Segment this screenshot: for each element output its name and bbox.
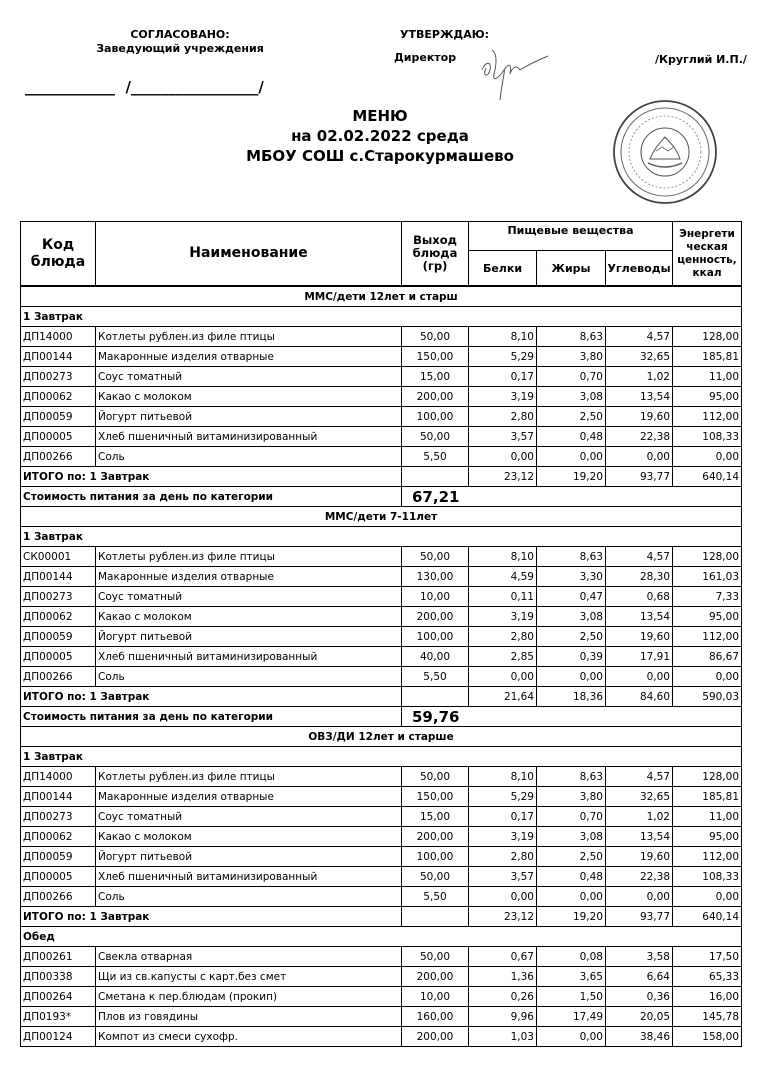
energy-value: 16,00 bbox=[673, 987, 742, 1007]
protein-value: 2,85 bbox=[469, 647, 537, 667]
energy-value: 95,00 bbox=[673, 607, 742, 627]
protein-value: 0,67 bbox=[469, 947, 537, 967]
protein-value: 3,19 bbox=[469, 607, 537, 627]
dish-name: Свекла отварная bbox=[96, 947, 402, 967]
menu-date: на 02.02.2022 среда bbox=[291, 127, 469, 145]
dish-name: Хлеб пшеничный витаминизированный bbox=[96, 647, 402, 667]
energy-value: 65,33 bbox=[673, 967, 742, 987]
dish-yield: 10,00 bbox=[402, 987, 469, 1007]
total-protein: 21,64 bbox=[469, 687, 537, 707]
total-fat: 18,36 bbox=[537, 687, 606, 707]
dish-name: Плов из говядины bbox=[96, 1007, 402, 1027]
fat-value: 0,08 bbox=[537, 947, 606, 967]
energy-value: 112,00 bbox=[673, 847, 742, 867]
table-row bbox=[21, 587, 742, 607]
dish-name: Сметана к пер.блюдам (прокип) bbox=[96, 987, 402, 1007]
dish-name: Какао с молоком bbox=[96, 827, 402, 847]
fat-value: 0,48 bbox=[537, 427, 606, 447]
total-label: ИТОГО по: 1 Завтрак bbox=[21, 687, 402, 707]
protein-value: 0,17 bbox=[469, 367, 537, 387]
carbs-value: 17,91 bbox=[606, 647, 673, 667]
dish-code: ДП00266 bbox=[21, 447, 96, 467]
fat-value: 0,00 bbox=[537, 667, 606, 687]
dish-yield: 150,00 bbox=[402, 787, 469, 807]
protein-value: 5,29 bbox=[469, 787, 537, 807]
dish-yield: 200,00 bbox=[402, 607, 469, 627]
energy-value: 112,00 bbox=[673, 627, 742, 647]
dish-yield: 100,00 bbox=[402, 407, 469, 427]
approve-label: УТВЕРЖДАЮ: bbox=[400, 28, 490, 41]
dish-yield: 200,00 bbox=[402, 827, 469, 847]
signature-lines: ____________ /_________________/ bbox=[25, 78, 264, 96]
column-header-carbs: Углеводы bbox=[606, 251, 673, 286]
fat-value: 8,63 bbox=[537, 547, 606, 567]
energy-value: 11,00 bbox=[673, 367, 742, 387]
dish-yield: 200,00 bbox=[402, 387, 469, 407]
carbs-value: 19,60 bbox=[606, 627, 673, 647]
total-row bbox=[21, 467, 742, 487]
dish-yield: 200,00 bbox=[402, 967, 469, 987]
dish-name: Котлеты рублен.из филе птицы bbox=[96, 767, 402, 787]
total-fat: 19,20 bbox=[537, 907, 606, 927]
school-name: МБОУ СОШ с.Старокурмашево bbox=[246, 147, 514, 165]
daily-cost-label: Стоимость питания за день по категории bbox=[21, 707, 402, 727]
table-row bbox=[21, 947, 742, 967]
carbs-value: 32,65 bbox=[606, 347, 673, 367]
energy-value: 7,33 bbox=[673, 587, 742, 607]
column-header-protein: Белки bbox=[469, 251, 537, 286]
protein-value: 8,10 bbox=[469, 327, 537, 347]
dish-code: ДП00059 bbox=[21, 627, 96, 647]
dish-code: ДП00273 bbox=[21, 587, 96, 607]
dish-name: Макаронные изделия отварные bbox=[96, 567, 402, 587]
daily-cost-value: 59,76 bbox=[402, 707, 537, 727]
total-row bbox=[21, 687, 742, 707]
total-yield-empty bbox=[402, 467, 469, 487]
fat-value: 3,80 bbox=[537, 347, 606, 367]
dish-name: Соус томатный bbox=[96, 587, 402, 607]
total-label: ИТОГО по: 1 Завтрак bbox=[21, 907, 402, 927]
protein-value: 0,00 bbox=[469, 667, 537, 687]
carbs-value: 32,65 bbox=[606, 787, 673, 807]
protein-value: 3,57 bbox=[469, 867, 537, 887]
dish-code: ДП0193* bbox=[21, 1007, 96, 1027]
total-carbs: 93,77 bbox=[606, 907, 673, 927]
dish-code: ДП00062 bbox=[21, 387, 96, 407]
fat-value: 1,50 bbox=[537, 987, 606, 1007]
carbs-value: 0,36 bbox=[606, 987, 673, 1007]
dish-code: ДП14000 bbox=[21, 327, 96, 347]
dish-code: ДП00338 bbox=[21, 967, 96, 987]
total-yield-empty bbox=[402, 687, 469, 707]
dish-name: Соус томатный bbox=[96, 367, 402, 387]
dish-yield: 50,00 bbox=[402, 767, 469, 787]
section-title: ММС/дети 12лет и старш bbox=[21, 287, 742, 307]
signature-icon bbox=[478, 40, 568, 105]
protein-value: 0,26 bbox=[469, 987, 537, 1007]
fat-value: 0,70 bbox=[537, 807, 606, 827]
energy-value: 108,33 bbox=[673, 427, 742, 447]
daily-cost-label: Стоимость питания за день по категории bbox=[21, 487, 402, 507]
fat-value: 2,50 bbox=[537, 847, 606, 867]
protein-value: 3,19 bbox=[469, 387, 537, 407]
daily-cost-row bbox=[21, 707, 742, 727]
energy-value: 108,33 bbox=[673, 867, 742, 887]
energy-value: 112,00 bbox=[673, 407, 742, 427]
column-header-yield: Выход блюда (гр) bbox=[402, 222, 469, 286]
energy-value: 128,00 bbox=[673, 767, 742, 787]
dish-name: Хлеб пшеничный витаминизированный bbox=[96, 427, 402, 447]
meal-title-row bbox=[21, 927, 742, 947]
fat-value: 3,80 bbox=[537, 787, 606, 807]
carbs-value: 0,00 bbox=[606, 667, 673, 687]
carbs-value: 4,57 bbox=[606, 547, 673, 567]
dish-yield: 40,00 bbox=[402, 647, 469, 667]
energy-value: 158,00 bbox=[673, 1027, 742, 1047]
protein-value: 9,96 bbox=[469, 1007, 537, 1027]
dish-code: ДП00059 bbox=[21, 407, 96, 427]
carbs-value: 4,57 bbox=[606, 767, 673, 787]
dish-name: Йогурт питьевой bbox=[96, 627, 402, 647]
table-row bbox=[21, 627, 742, 647]
energy-value: 95,00 bbox=[673, 827, 742, 847]
dish-code: ДП00144 bbox=[21, 567, 96, 587]
protein-value: 2,80 bbox=[469, 407, 537, 427]
section-title: ММС/дети 7-11лет bbox=[21, 507, 742, 527]
table-row bbox=[21, 1007, 742, 1027]
dish-yield: 50,00 bbox=[402, 867, 469, 887]
daily-cost-value: 67,21 bbox=[402, 487, 537, 507]
column-header-code: Код блюда bbox=[21, 222, 96, 286]
energy-value: 95,00 bbox=[673, 387, 742, 407]
fat-value: 0,39 bbox=[537, 647, 606, 667]
dish-name: Компот из смеси сухофр. bbox=[96, 1027, 402, 1047]
total-protein: 23,12 bbox=[469, 907, 537, 927]
dish-code: ДП00266 bbox=[21, 667, 96, 687]
energy-value: 185,81 bbox=[673, 787, 742, 807]
dish-yield: 50,00 bbox=[402, 947, 469, 967]
carbs-value: 19,60 bbox=[606, 847, 673, 867]
dish-name: Щи из св.капусты с карт.без смет bbox=[96, 967, 402, 987]
protein-value: 5,29 bbox=[469, 347, 537, 367]
dish-yield: 150,00 bbox=[402, 347, 469, 367]
carbs-value: 1,02 bbox=[606, 367, 673, 387]
fat-value: 0,47 bbox=[537, 587, 606, 607]
total-energy: 640,14 bbox=[673, 467, 742, 487]
table-row bbox=[21, 887, 742, 907]
dish-name: Макаронные изделия отварные bbox=[96, 787, 402, 807]
stamp-seal-icon bbox=[610, 97, 720, 207]
total-carbs: 84,60 bbox=[606, 687, 673, 707]
dish-code: ДП00144 bbox=[21, 347, 96, 367]
protein-value: 2,80 bbox=[469, 627, 537, 647]
energy-value: 0,00 bbox=[673, 447, 742, 467]
dish-yield: 5,50 bbox=[402, 667, 469, 687]
carbs-value: 0,68 bbox=[606, 587, 673, 607]
section-title-row bbox=[21, 727, 742, 747]
carbs-value: 28,30 bbox=[606, 567, 673, 587]
protein-value: 0,00 bbox=[469, 887, 537, 907]
table-row bbox=[21, 867, 742, 887]
meal-title: Обед bbox=[21, 927, 742, 947]
total-protein: 23,12 bbox=[469, 467, 537, 487]
dish-name: Котлеты рублен.из филе птицы bbox=[96, 327, 402, 347]
fat-value: 3,08 bbox=[537, 827, 606, 847]
dish-yield: 100,00 bbox=[402, 847, 469, 867]
dish-name: Йогурт питьевой bbox=[96, 407, 402, 427]
document-title-block bbox=[180, 106, 580, 166]
table-row bbox=[21, 847, 742, 867]
carbs-value: 22,38 bbox=[606, 867, 673, 887]
meal-title-row bbox=[21, 747, 742, 767]
carbs-value: 13,54 bbox=[606, 607, 673, 627]
dish-code: ДП00005 bbox=[21, 647, 96, 667]
total-carbs: 93,77 bbox=[606, 467, 673, 487]
carbs-value: 0,00 bbox=[606, 447, 673, 467]
dish-yield: 50,00 bbox=[402, 427, 469, 447]
dish-yield: 200,00 bbox=[402, 1027, 469, 1047]
table-row bbox=[21, 567, 742, 587]
director-name: /Круглий И.П./ bbox=[655, 53, 747, 66]
section-title-row bbox=[21, 287, 742, 307]
protein-value: 2,80 bbox=[469, 847, 537, 867]
dish-yield: 130,00 bbox=[402, 567, 469, 587]
dish-name: Соус томатный bbox=[96, 807, 402, 827]
dish-code: ДП00062 bbox=[21, 827, 96, 847]
dish-name: Макаронные изделия отварные bbox=[96, 347, 402, 367]
total-fat: 19,20 bbox=[537, 467, 606, 487]
page-title: МЕНЮ bbox=[352, 107, 408, 125]
dish-name: Хлеб пшеничный витаминизированный bbox=[96, 867, 402, 887]
table-row bbox=[21, 1027, 742, 1047]
dish-yield: 50,00 bbox=[402, 327, 469, 347]
carbs-value: 20,05 bbox=[606, 1007, 673, 1027]
fat-value: 8,63 bbox=[537, 767, 606, 787]
total-energy: 640,14 bbox=[673, 907, 742, 927]
energy-value: 128,00 bbox=[673, 327, 742, 347]
carbs-value: 6,64 bbox=[606, 967, 673, 987]
dish-code: ДП00264 bbox=[21, 987, 96, 1007]
dish-yield: 160,00 bbox=[402, 1007, 469, 1027]
column-header-nutrients: Пищевые вещества bbox=[469, 222, 673, 251]
protein-value: 1,36 bbox=[469, 967, 537, 987]
dish-name: Йогурт питьевой bbox=[96, 847, 402, 867]
protein-value: 3,19 bbox=[469, 827, 537, 847]
fat-value: 3,30 bbox=[537, 567, 606, 587]
carbs-value: 19,60 bbox=[606, 407, 673, 427]
fat-value: 8,63 bbox=[537, 327, 606, 347]
table-row bbox=[21, 347, 742, 367]
protein-value: 0,00 bbox=[469, 447, 537, 467]
table-row bbox=[21, 787, 742, 807]
dish-name: Соль bbox=[96, 887, 402, 907]
dish-name: Соль bbox=[96, 667, 402, 687]
dish-code: ДП00124 bbox=[21, 1027, 96, 1047]
protein-value: 1,03 bbox=[469, 1027, 537, 1047]
section-title: ОВЗ/ДИ 12лет и старше bbox=[21, 727, 742, 747]
protein-value: 8,10 bbox=[469, 767, 537, 787]
fat-value: 0,00 bbox=[537, 887, 606, 907]
table-row bbox=[21, 667, 742, 687]
fat-value: 0,48 bbox=[537, 867, 606, 887]
table-row bbox=[21, 607, 742, 627]
fat-value: 3,65 bbox=[537, 967, 606, 987]
dish-yield: 15,00 bbox=[402, 367, 469, 387]
dish-name: Котлеты рублен.из филе птицы bbox=[96, 547, 402, 567]
column-header-fat: Жиры bbox=[537, 251, 606, 286]
table-row bbox=[21, 547, 742, 567]
daily-cost-row bbox=[21, 487, 742, 507]
agreed-block bbox=[60, 28, 300, 56]
menu-table-body bbox=[20, 286, 742, 1047]
table-row bbox=[21, 987, 742, 1007]
carbs-value: 0,00 bbox=[606, 887, 673, 907]
dish-code: ДП00062 bbox=[21, 607, 96, 627]
dish-code: ДП00266 bbox=[21, 887, 96, 907]
fat-value: 0,00 bbox=[537, 447, 606, 467]
director-label: Директор bbox=[394, 51, 457, 64]
meal-title: 1 Завтрак bbox=[21, 747, 742, 767]
section-title-row bbox=[21, 507, 742, 527]
table-row bbox=[21, 807, 742, 827]
carbs-value: 38,46 bbox=[606, 1027, 673, 1047]
carbs-value: 22,38 bbox=[606, 427, 673, 447]
table-row bbox=[21, 827, 742, 847]
fat-value: 0,00 bbox=[537, 1027, 606, 1047]
protein-value: 3,57 bbox=[469, 427, 537, 447]
protein-value: 8,10 bbox=[469, 547, 537, 567]
total-energy: 590,03 bbox=[673, 687, 742, 707]
fat-value: 2,50 bbox=[537, 407, 606, 427]
dish-yield: 10,00 bbox=[402, 587, 469, 607]
dish-code: ДП14000 bbox=[21, 767, 96, 787]
carbs-value: 13,54 bbox=[606, 387, 673, 407]
fat-value: 0,70 bbox=[537, 367, 606, 387]
energy-value: 161,03 bbox=[673, 567, 742, 587]
dish-yield: 5,50 bbox=[402, 887, 469, 907]
table-row bbox=[21, 967, 742, 987]
fat-value: 17,49 bbox=[537, 1007, 606, 1027]
fat-value: 2,50 bbox=[537, 627, 606, 647]
dish-code: ДП00005 bbox=[21, 867, 96, 887]
protein-value: 0,17 bbox=[469, 807, 537, 827]
energy-value: 0,00 bbox=[673, 667, 742, 687]
dish-code: ДП00273 bbox=[21, 367, 96, 387]
total-label: ИТОГО по: 1 Завтрак bbox=[21, 467, 402, 487]
meal-title-row bbox=[21, 527, 742, 547]
dish-code: ДП00273 bbox=[21, 807, 96, 827]
table-row bbox=[21, 387, 742, 407]
meal-title: 1 Завтрак bbox=[21, 527, 742, 547]
table-row bbox=[21, 427, 742, 447]
daily-cost-blank bbox=[537, 707, 742, 727]
fat-value: 3,08 bbox=[537, 387, 606, 407]
dish-code: ДП00261 bbox=[21, 947, 96, 967]
energy-value: 128,00 bbox=[673, 547, 742, 567]
fat-value: 3,08 bbox=[537, 607, 606, 627]
table-row bbox=[21, 327, 742, 347]
agreed-position: Заведующий учреждения bbox=[96, 42, 264, 55]
energy-value: 185,81 bbox=[673, 347, 742, 367]
energy-value: 0,00 bbox=[673, 887, 742, 907]
dish-name: Какао с молоком bbox=[96, 387, 402, 407]
carbs-value: 4,57 bbox=[606, 327, 673, 347]
energy-value: 11,00 bbox=[673, 807, 742, 827]
table-row bbox=[21, 447, 742, 467]
protein-value: 4,59 bbox=[469, 567, 537, 587]
dish-name: Соль bbox=[96, 447, 402, 467]
energy-value: 86,67 bbox=[673, 647, 742, 667]
meal-title-row bbox=[21, 307, 742, 327]
energy-value: 145,78 bbox=[673, 1007, 742, 1027]
table-row bbox=[21, 647, 742, 667]
dish-yield: 15,00 bbox=[402, 807, 469, 827]
table-row bbox=[21, 367, 742, 387]
total-row bbox=[21, 907, 742, 927]
menu-table-header bbox=[20, 221, 742, 286]
dish-name: Какао с молоком bbox=[96, 607, 402, 627]
agreed-label: СОГЛАСОВАНО: bbox=[130, 28, 230, 41]
dish-code: ДП00059 bbox=[21, 847, 96, 867]
dish-yield: 50,00 bbox=[402, 547, 469, 567]
protein-value: 0,11 bbox=[469, 587, 537, 607]
table-row bbox=[21, 767, 742, 787]
dish-code: СК00001 bbox=[21, 547, 96, 567]
meal-title: 1 Завтрак bbox=[21, 307, 742, 327]
carbs-value: 1,02 bbox=[606, 807, 673, 827]
column-header-energy: Энергети ческая ценность, ккал bbox=[673, 222, 742, 286]
dish-yield: 100,00 bbox=[402, 627, 469, 647]
carbs-value: 13,54 bbox=[606, 827, 673, 847]
total-yield-empty bbox=[402, 907, 469, 927]
carbs-value: 3,58 bbox=[606, 947, 673, 967]
dish-code: ДП00144 bbox=[21, 787, 96, 807]
dish-code: ДП00005 bbox=[21, 427, 96, 447]
energy-value: 17,50 bbox=[673, 947, 742, 967]
table-row bbox=[21, 407, 742, 427]
dish-yield: 5,50 bbox=[402, 447, 469, 467]
daily-cost-blank bbox=[537, 487, 742, 507]
column-header-name: Наименование bbox=[96, 222, 402, 286]
